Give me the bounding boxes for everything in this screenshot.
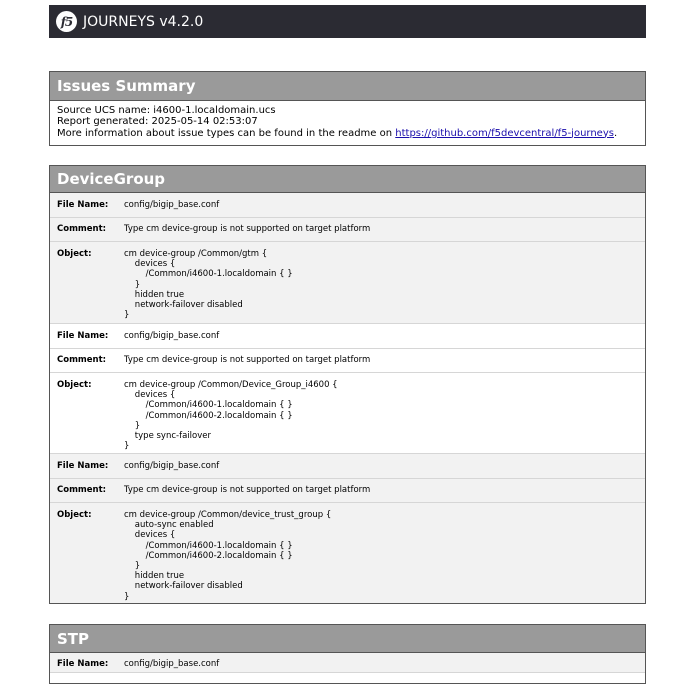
file-name-row — [50, 653, 645, 673]
issue-block — [50, 454, 645, 604]
file-name-row — [50, 324, 645, 349]
file-name-label: File Name: — [57, 659, 109, 669]
comment-value: Type cm device-group is not supported on target platform — [124, 355, 371, 366]
report-generated-line: Report generated: 2025-05-14 02:53:07 — [57, 116, 258, 128]
file-name-label: File Name: — [57, 460, 109, 471]
file-name-label: File Name: — [57, 199, 109, 210]
comment-row — [50, 349, 645, 374]
file-name-value: config/bigip_base.conf — [124, 659, 220, 669]
devicegroup-panel — [49, 165, 646, 604]
stp-panel — [49, 624, 646, 684]
top-bar — [49, 5, 646, 38]
devicegroup-title: DeviceGroup — [50, 166, 645, 193]
object-value: cm device-group /Common/device_trust_group { auto-sync enabled devices { /Common/i4600-1.localdomain { } /Common/i4600-2.localdomain { } } hidden true network-failover disabled } — [124, 510, 332, 602]
comment-value: Type cm device-group is not supported on target platform — [124, 224, 371, 235]
file-name-value: config/bigip_base.conf — [124, 199, 220, 210]
readme-info-line — [57, 128, 638, 139]
issues-summary-body — [50, 101, 645, 143]
comment-label: Comment: — [57, 485, 107, 496]
readme-info-text: More information about issue types can be found in the readme on — [57, 127, 396, 139]
comment-label: Comment: — [57, 355, 107, 366]
object-row — [50, 503, 645, 604]
object-row — [50, 373, 645, 454]
file-name-row — [50, 454, 645, 479]
source-ucs-line: Source UCS name: i4600-1.localdomain.ucs — [57, 105, 276, 116]
object-value: cm device-group /Common/gtm { devices { /Common/i4600-1.localdomain { } } hidden true network-failover disabled } — [124, 249, 293, 321]
readme-link[interactable]: https://github.com/f5devcentral/f5-journeys — [395, 127, 614, 139]
comment-row — [50, 479, 645, 504]
readme-info-suffix: . — [613, 127, 618, 139]
issues-summary-panel — [49, 71, 646, 146]
file-name-value: config/bigip_base.conf — [124, 330, 220, 341]
comment-value: Type cm device-group is not supported on target platform — [124, 485, 371, 496]
f5-logo-icon[interactable]: f5 — [56, 11, 77, 32]
stp-title: STP — [50, 625, 645, 653]
app-title: JOURNEYS v4.2.0 — [83, 13, 204, 30]
file-name-row — [50, 193, 645, 218]
file-name-label: File Name: — [57, 330, 109, 341]
file-name-value: config/bigip_base.conf — [124, 460, 220, 471]
issue-block — [50, 324, 645, 454]
object-label: Object: — [57, 510, 92, 520]
issues-summary-title: Issues Summary — [50, 72, 645, 101]
object-row — [50, 242, 645, 324]
object-label: Object: — [57, 249, 92, 259]
issue-block — [50, 193, 645, 324]
object-value: cm device-group /Common/Device_Group_i4600 { devices { /Common/i4600-1.localdomain { } /Common/i4600-2.localdomain { } } type sync-failover } — [124, 380, 338, 452]
comment-label: Comment: — [57, 224, 107, 235]
object-label: Object: — [57, 380, 92, 390]
comment-row — [50, 218, 645, 243]
